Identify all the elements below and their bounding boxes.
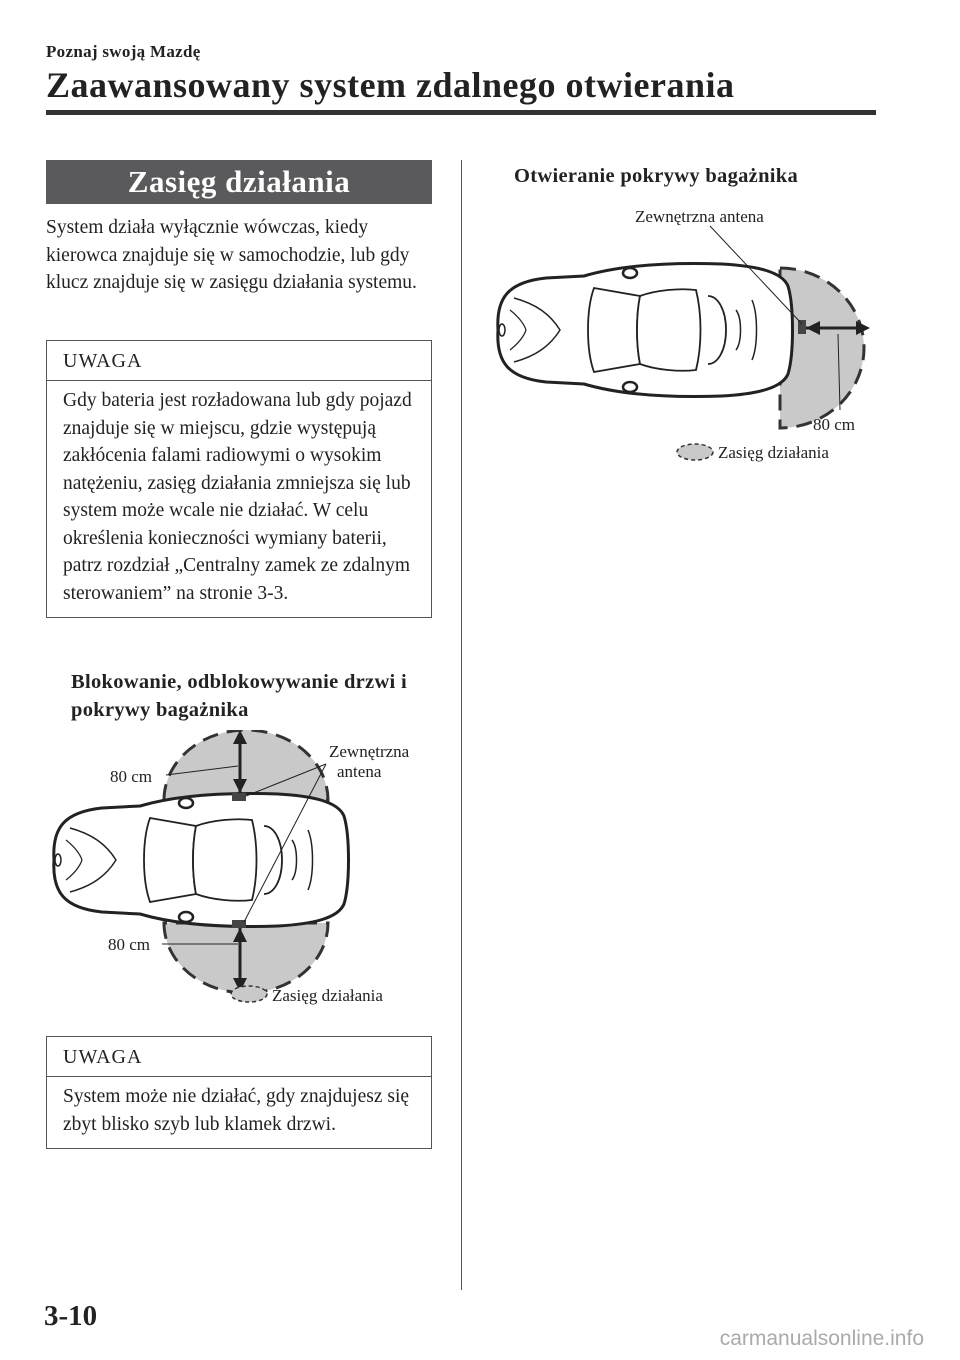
note-box-battery	[46, 340, 432, 618]
chapter-title: Zaawansowany system zdalnego otwierania	[46, 65, 735, 105]
antenna-label: Zewnętrzna antena	[635, 207, 764, 226]
watermark: carmanualsonline.info	[719, 1327, 924, 1350]
distance-label-top: 80 cm	[110, 767, 153, 786]
distance-label-bottom: 80 cm	[108, 935, 151, 954]
subsection-title-trunk: Otwieranie pokrywy bagażnika	[514, 165, 799, 187]
range-legend-swatch	[677, 444, 713, 460]
range-diagram-trunk	[490, 200, 890, 470]
page-number: 3-10	[44, 1300, 98, 1332]
note-label: UWAGA	[47, 341, 431, 381]
intro-paragraph: System działa wyłącznie wówczas, kiedy kierowca znajduje się w samochodzie, lub gdy klucz znajduje się w zasięgu działania systemu.	[46, 217, 417, 293]
range-diagram-doors	[46, 730, 446, 1020]
note-text: System może nie działać, gdy znajdujesz się zbyt blisko szyb lub klamek drzwi.	[63, 1086, 410, 1135]
antenna-label-line1: Zewnętrzna	[329, 742, 410, 761]
antenna-label-line2: antena	[337, 762, 382, 781]
title-rule	[46, 110, 876, 115]
note-text: Gdy bateria jest rozładowana lub gdy pojazd znajduje się w miejscu, gdzie występują zakłócenia falami radiowymi o wysokim natężeniu, zasięg działania zmniejsza się lub system może wcale nie działać. W celu określenia konieczności wymiany baterii, patrz rozdział „Centralny zamek ze zdalnym sterowaniem” na stronie 3-3.	[63, 390, 412, 604]
range-legend-label: Zasięg działania	[718, 443, 829, 462]
range-legend-label: Zasięg działania	[272, 986, 383, 1005]
note-label: UWAGA	[47, 1037, 431, 1077]
distance-label: 80 cm	[813, 415, 856, 434]
section-title: Zasięg działania	[46, 160, 432, 204]
note-box-proximity	[46, 1036, 432, 1149]
subsection-title-locking: Blokowanie, odblokowywanie drzwi i pokrywy bagażnika	[71, 671, 407, 721]
column-divider	[461, 160, 462, 1290]
breadcrumb: Poznaj swoją Mazdę	[46, 42, 201, 61]
range-legend-swatch	[231, 986, 267, 1002]
